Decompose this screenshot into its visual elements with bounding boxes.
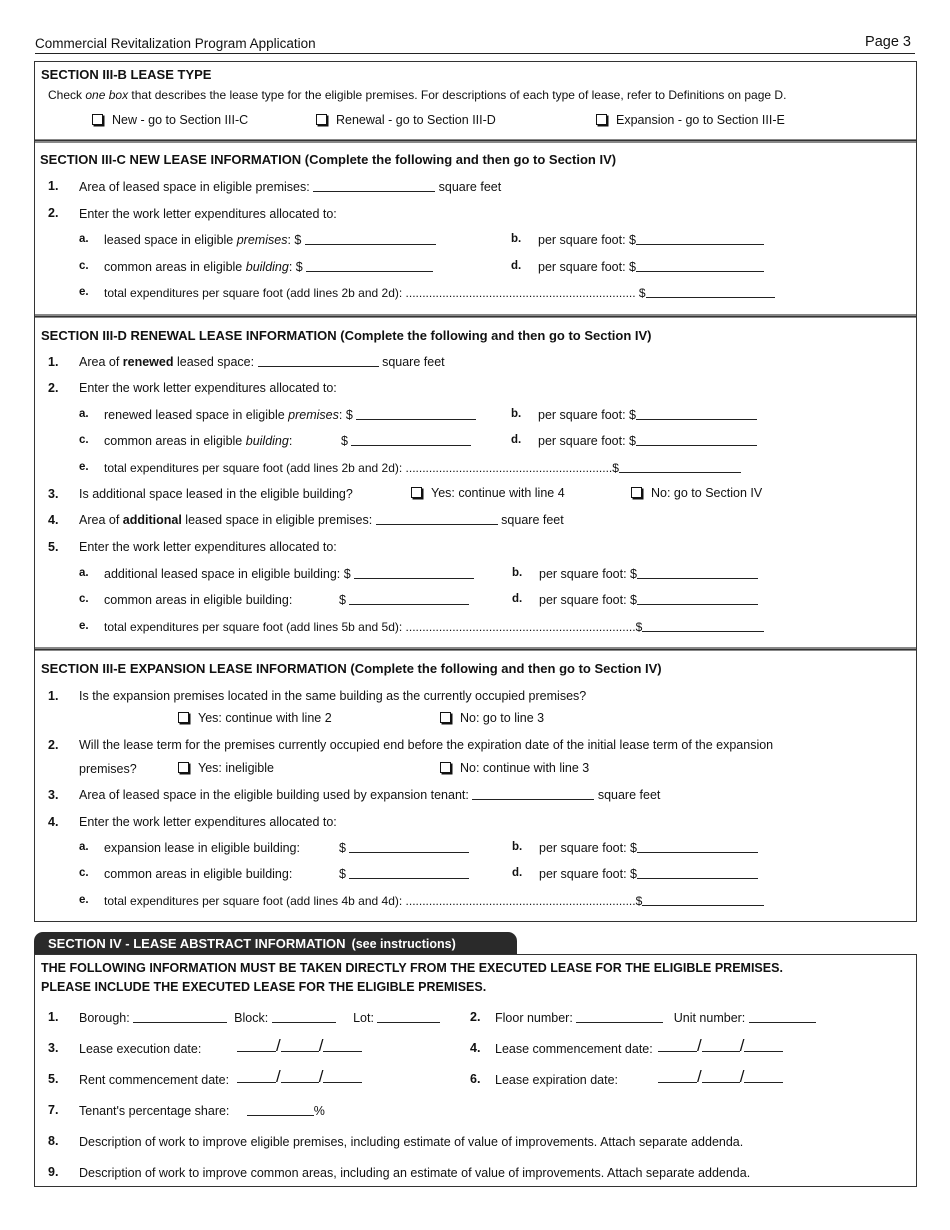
item-letter: c. [79,593,89,605]
item-letter: e. [79,894,89,906]
renewed-space-row: renewed leased space in eligible premises: $ [104,408,476,422]
item-letter: c. [79,260,89,272]
expansion-common-value: $ [339,867,469,881]
additional-common-field[interactable] [349,593,469,605]
item-number: 7. [48,1103,59,1117]
floor-unit-row: Floor number: Unit number: [495,1011,816,1025]
section-3b-title: SECTION III-B LEASE TYPE [41,67,212,82]
renewed-per-sqft-d-field[interactable] [636,434,757,446]
lease-term-question-cont: premises? [79,762,137,776]
additional-per-sqft-b-field[interactable] [637,567,758,579]
section-3d-title: SECTION III-D RENEWAL LEASE INFORMATION (Complete the following and then go to Section IV) [41,328,652,343]
premises-work-description: Description of work to improve eligible premises, including estimate of value of improvements. Attach separate addenda. [79,1135,744,1149]
item-letter: a. [79,567,89,579]
item-letter: d. [512,593,523,605]
section-3e-title: SECTION III-E EXPANSION LEASE INFORMATION (Complete the following and then go to Section IV) [41,661,662,676]
expansion-total-field[interactable] [642,894,764,906]
item-number: 1. [48,1010,59,1024]
block-field[interactable] [272,1011,336,1023]
expansion-per-sqft-d-field[interactable] [637,867,758,879]
expansion-area-field[interactable] [472,788,594,800]
lease-term-no[interactable]: No: continue with line 3 [440,761,589,775]
execution-date-field[interactable]: / / [237,1036,362,1056]
item-letter: d. [511,260,522,272]
expansion-common-field[interactable] [349,867,469,879]
commencement-date-label: Lease commencement date: [495,1042,653,1056]
additional-space-row: additional leased space in eligible building: $ [104,567,474,581]
work-letter-label: Enter the work letter expenditures allocated to: [79,207,337,221]
notice-line-2: PLEASE INCLUDE THE EXECUTED LEASE FOR THE ELIGIBLE PREMISES. [41,980,487,994]
new-per-sqft-b-row: per square foot: $ [538,233,764,247]
expansion-common-label: common areas in eligible building: [104,867,293,881]
checkbox-additional-yes[interactable] [411,487,422,498]
section-3b-instructions: Check one box that describes the lease type for the eligible premises. For descriptions of each type of lease, refer to Definitions on page D. [48,88,787,102]
additional-per-sqft-b-row: per square foot: $ [539,567,758,581]
item-number: 2. [48,381,59,395]
notice-line-1: THE FOLLOWING INFORMATION MUST BE TAKEN DIRECTLY FROM THE EXECUTED LEASE FOR THE ELIGIBLE PREMISES. [41,961,783,975]
item-letter: a. [79,841,89,853]
unit-number-field[interactable] [749,1011,816,1023]
item-letter: c. [79,867,89,879]
item-number: 9. [48,1165,59,1179]
new-leased-space-field[interactable] [305,233,436,245]
renewed-common-value: $ [341,434,471,448]
page-header [35,34,915,54]
additional-common-label: common areas in eligible building: [104,593,293,607]
percentage-share-row: Tenant's percentage share: % [79,1104,325,1118]
additional-area-field[interactable] [376,513,498,525]
item-number: 3. [48,1041,59,1055]
additional-space-yes[interactable]: Yes: continue with line 4 [411,486,565,500]
item-letter: b. [512,841,523,853]
item-number: 8. [48,1134,59,1148]
additional-per-sqft-d-row: per square foot: $ [539,593,758,607]
expiration-date-label: Lease expiration date: [495,1073,619,1087]
expansion-area-row: Area of leased space in the eligible building used by expansion tenant: square feet [79,788,661,802]
item-letter: c. [79,434,89,446]
item-number: 2. [48,206,59,220]
item-number: 5. [48,1072,59,1086]
item-number: 4. [48,513,59,527]
renewed-total-field[interactable] [619,461,741,473]
item-number: 1. [48,689,59,703]
item-letter: b. [512,567,523,579]
renewed-area-row: Area of renewed leased space: square feet [79,355,445,369]
expansion-per-sqft-b-row: per square foot: $ [539,841,758,855]
checkbox-same-building-no[interactable] [440,712,451,723]
expansion-lease-field[interactable] [349,841,469,853]
item-letter: d. [512,867,523,879]
expansion-per-sqft-d-row: per square foot: $ [539,867,758,881]
new-leased-space-row: leased space in eligible premises: $ [104,233,436,247]
item-number: 3. [48,487,59,501]
checkbox-additional-no[interactable] [631,487,642,498]
item-letter: b. [511,233,522,245]
expiration-date-field[interactable]: / / [658,1067,783,1087]
item-letter: b. [511,408,522,420]
renewed-common-row: common areas in eligible building: [104,434,293,448]
renewed-per-sqft-d-row: per square foot: $ [538,434,757,448]
expansion-lease-value: $ [339,841,469,855]
work-letter-label: Enter the work letter expenditures allocated to: [79,381,337,395]
lease-term-yes[interactable]: Yes: ineligible [178,761,274,775]
additional-space-no[interactable]: No: go to Section IV [631,486,762,500]
new-per-sqft-b-field[interactable] [636,233,764,245]
commencement-date-field[interactable]: / / [658,1036,783,1056]
item-number: 2. [470,1010,481,1024]
new-common-areas-field[interactable] [306,260,433,272]
new-total-row: total expenditures per square foot (add lines 2b and 2d): ..................................................................... $ [104,286,775,300]
checkbox-same-building-yes[interactable] [178,712,189,723]
expansion-total-row: total expenditures per square foot (add lines 4b and 4d): .....................................................................$ [104,894,764,908]
renewed-common-field[interactable] [351,434,471,446]
work-letter-label: Enter the work letter expenditures allocated to: [79,815,337,829]
option-new-lease[interactable]: New - go to Section III-C [92,113,248,127]
item-number: 6. [470,1072,481,1086]
item-number: 3. [48,788,59,802]
item-letter: a. [79,408,89,420]
section-3c-title: SECTION III-C NEW LEASE INFORMATION (Complete the following and then go to Section IV) [40,152,617,167]
additional-space-field[interactable] [354,567,474,579]
execution-date-label: Lease execution date: [79,1042,202,1056]
same-building-no[interactable]: No: go to line 3 [440,711,544,725]
item-letter: a. [79,233,89,245]
item-number: 1. [48,355,59,369]
rent-date-label: Rent commencement date: [79,1073,230,1087]
new-lease-area-field[interactable] [313,180,435,192]
additional-space-question: Is additional space leased in the eligible building? [79,487,353,501]
lease-term-question: Will the lease term for the premises currently occupied end before the expiration date of the initial lease term of the expansion [79,738,774,752]
item-number: 5. [48,540,59,554]
item-number: 2. [48,738,59,752]
renewed-per-sqft-b-field[interactable] [636,408,757,420]
item-number: 4. [470,1041,481,1055]
item-number: 1. [48,179,59,193]
additional-total-row: total expenditures per square foot (add lines 5b and 5d): .....................................................................$ [104,620,764,634]
new-lease-area-row: Area of leased space in eligible premises: square feet [79,180,502,194]
renewed-total-row: total expenditures per square foot (add lines 2b and 2d): ..............................................................$ [104,461,741,475]
renewed-space-field[interactable] [356,408,476,420]
rent-date-field[interactable]: / / [237,1067,362,1087]
borough-field[interactable] [133,1011,227,1023]
property-id-row: Borough: Block: Lot: [79,1011,440,1025]
percentage-share-field[interactable] [247,1104,314,1116]
additional-area-row: Area of additional leased space in eligible premises: square feet [79,513,564,527]
same-building-yes[interactable]: Yes: continue with line 2 [178,711,332,725]
page-number: Page 3 [865,34,911,50]
floor-number-field[interactable] [576,1011,663,1023]
expansion-lease-label: expansion lease in eligible building: [104,841,300,855]
same-building-question: Is the expansion premises located in the same building as the currently occupied premises? [79,689,587,703]
checkbox-lease-term-no[interactable] [440,762,451,773]
lot-field[interactable] [377,1011,440,1023]
new-common-areas-row: common areas in eligible building: $ [104,260,433,274]
expansion-per-sqft-b-field[interactable] [637,841,758,853]
renewed-area-field[interactable] [258,355,379,367]
additional-common-value: $ [339,593,469,607]
item-letter: e. [79,620,89,632]
checkbox-new-lease[interactable] [92,114,103,125]
additional-total-field[interactable] [642,620,764,632]
renewed-per-sqft-b-row: per square foot: $ [538,408,757,422]
item-number: 4. [48,815,59,829]
checkbox-expansion-lease[interactable] [596,114,607,125]
item-letter: d. [511,434,522,446]
option-expansion-lease[interactable]: Expansion - go to Section III-E [596,113,785,127]
checkbox-renewal-lease[interactable] [316,114,327,125]
item-letter: e. [79,286,89,298]
item-letter: e. [79,461,89,473]
checkbox-lease-term-yes[interactable] [178,762,189,773]
new-total-field[interactable] [646,286,775,298]
new-per-sqft-d-row: per square foot: $ [538,260,764,274]
form-title: Commercial Revitalization Program Application [35,36,316,51]
common-areas-work-description: Description of work to improve common areas, including an estimate of value of improvements. Attach separate addenda. [79,1166,751,1180]
additional-per-sqft-d-field[interactable] [637,593,758,605]
work-letter-label: Enter the work letter expenditures allocated to: [79,540,337,554]
section-4-tab: SECTION IV - LEASE ABSTRACT INFORMATION (see instructions) [34,932,517,954]
option-renewal-lease[interactable]: Renewal - go to Section III-D [316,113,496,127]
new-per-sqft-d-field[interactable] [636,260,764,272]
